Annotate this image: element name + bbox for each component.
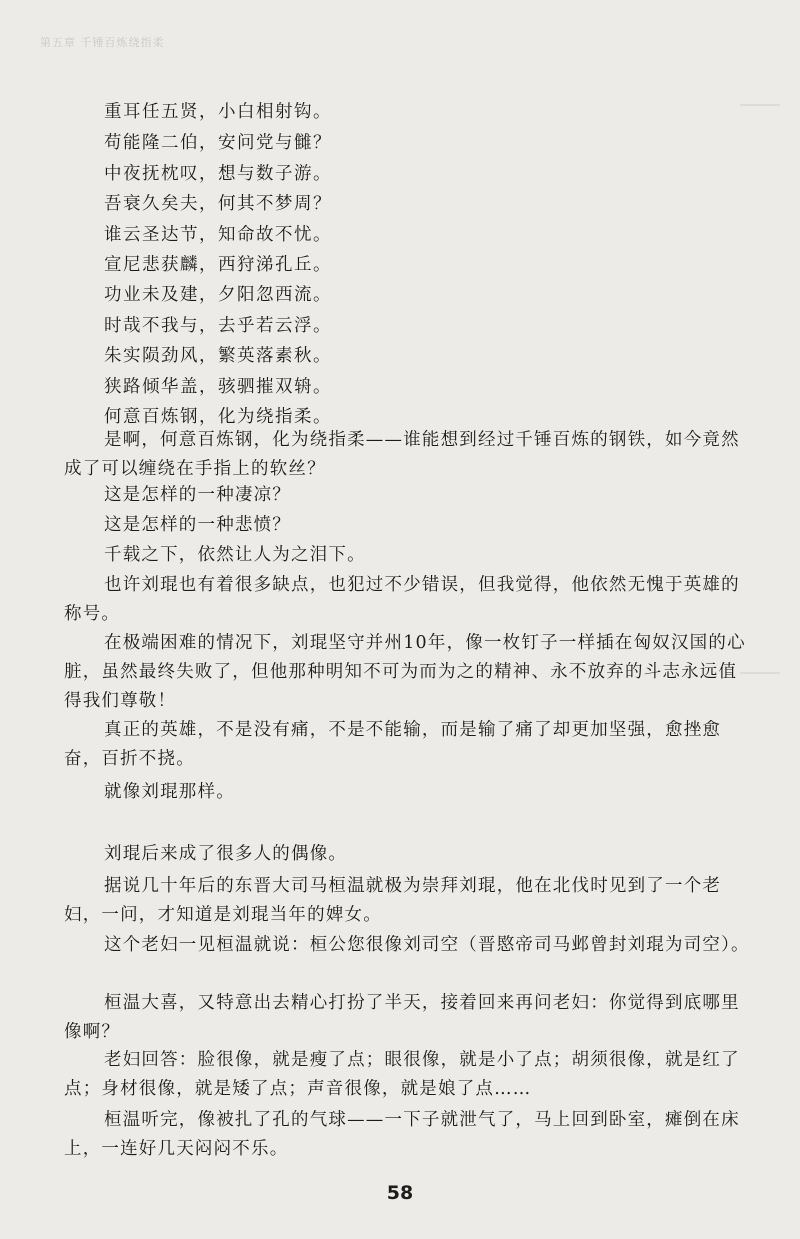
paragraph: 刘琨后来成了很多人的偶像。: [104, 844, 348, 864]
paragraph: 桓温听完，像被扎了孔的气球——一下子就泄气了，马上回到卧室，瘫倒在床上，一连好几天闷闷不乐。: [64, 1110, 740, 1159]
poem-line: 何意百炼钢，化为绕指柔。: [104, 407, 332, 427]
poem-line: 重耳任五贤，小白相射钩。: [104, 102, 332, 122]
paragraph: 桓温大喜，又特意出去精心打扮了半天，接着回来再问老妇：你觉得到底哪里像啊？: [64, 993, 740, 1042]
paragraph: 是啊，何意百炼钢，化为绕指柔——谁能想到经过千锤百炼的钢铁，如今竟然成了可以缠绕在手指上的软丝？: [64, 430, 740, 479]
poem-line: 朱实陨劲风，繁英落素秋。: [104, 346, 332, 366]
paragraph: 这是怎样的一种悲愤？: [104, 515, 291, 535]
paragraph: 千载之下，依然让人为之泪下。: [104, 545, 366, 565]
paragraph: 也许刘琨也有着很多缺点，也犯过不少错误，但我觉得，他依然无愧于英雄的称号。: [64, 575, 740, 624]
poem-line: 时哉不我与，去乎若云浮。: [104, 316, 332, 336]
poem-line: 中夜抚枕叹，想与数子游。: [104, 164, 332, 184]
paragraph: 真正的英雄，不是没有痛，不是不能输，而是输了痛了却更加坚强，愈挫愈奋，百折不挠。: [64, 720, 722, 769]
bleed-through-mark: [740, 104, 780, 106]
poem-line: 功业未及建，夕阳忽西流。: [104, 285, 332, 305]
running-header: 第五章 千锤百炼绕指柔: [40, 36, 165, 49]
page-number: 58: [386, 1182, 414, 1204]
paragraph: 这是怎样的一种凄凉？: [104, 485, 291, 505]
poem-line: 苟能隆二伯，安问党与雠？: [104, 133, 332, 153]
paragraph: 这个老妇一见桓温就说：桓公您很像刘司空（晋愍帝司马邺曾封刘琨为司空）。: [104, 935, 750, 955]
paragraph: 据说几十年后的东晋大司马桓温就极为崇拜刘琨，他在北伐时见到了一个老妇，一问，才知道是刘琨当年的婢女。: [64, 876, 722, 925]
poem-line: 吾衰久矣夫，何其不梦周？: [104, 194, 332, 214]
paragraph: 老妇回答：脸很像，就是瘦了点；眼很像，就是小了点；胡须很像，就是红了点；身材很像，就是矮了点；声音很像，就是娘了点……: [64, 1050, 740, 1099]
poem-line: 宣尼悲获麟，西狩涕孔丘。: [104, 255, 332, 275]
poem-line: 狭路倾华盖，骇驷摧双辀。: [104, 377, 332, 397]
paragraph: 在极端困难的情况下，刘琨坚守并州10年，像一枚钉子一样插在匈奴汉国的心脏，虽然最终失败了，但他那种明知不可为而为之的精神、永不放弃的斗志永远值得我们尊敬！: [64, 633, 746, 711]
paragraph: 就像刘琨那样。: [104, 782, 235, 802]
poem-line: 谁云圣达节，知命故不忧。: [104, 225, 332, 245]
